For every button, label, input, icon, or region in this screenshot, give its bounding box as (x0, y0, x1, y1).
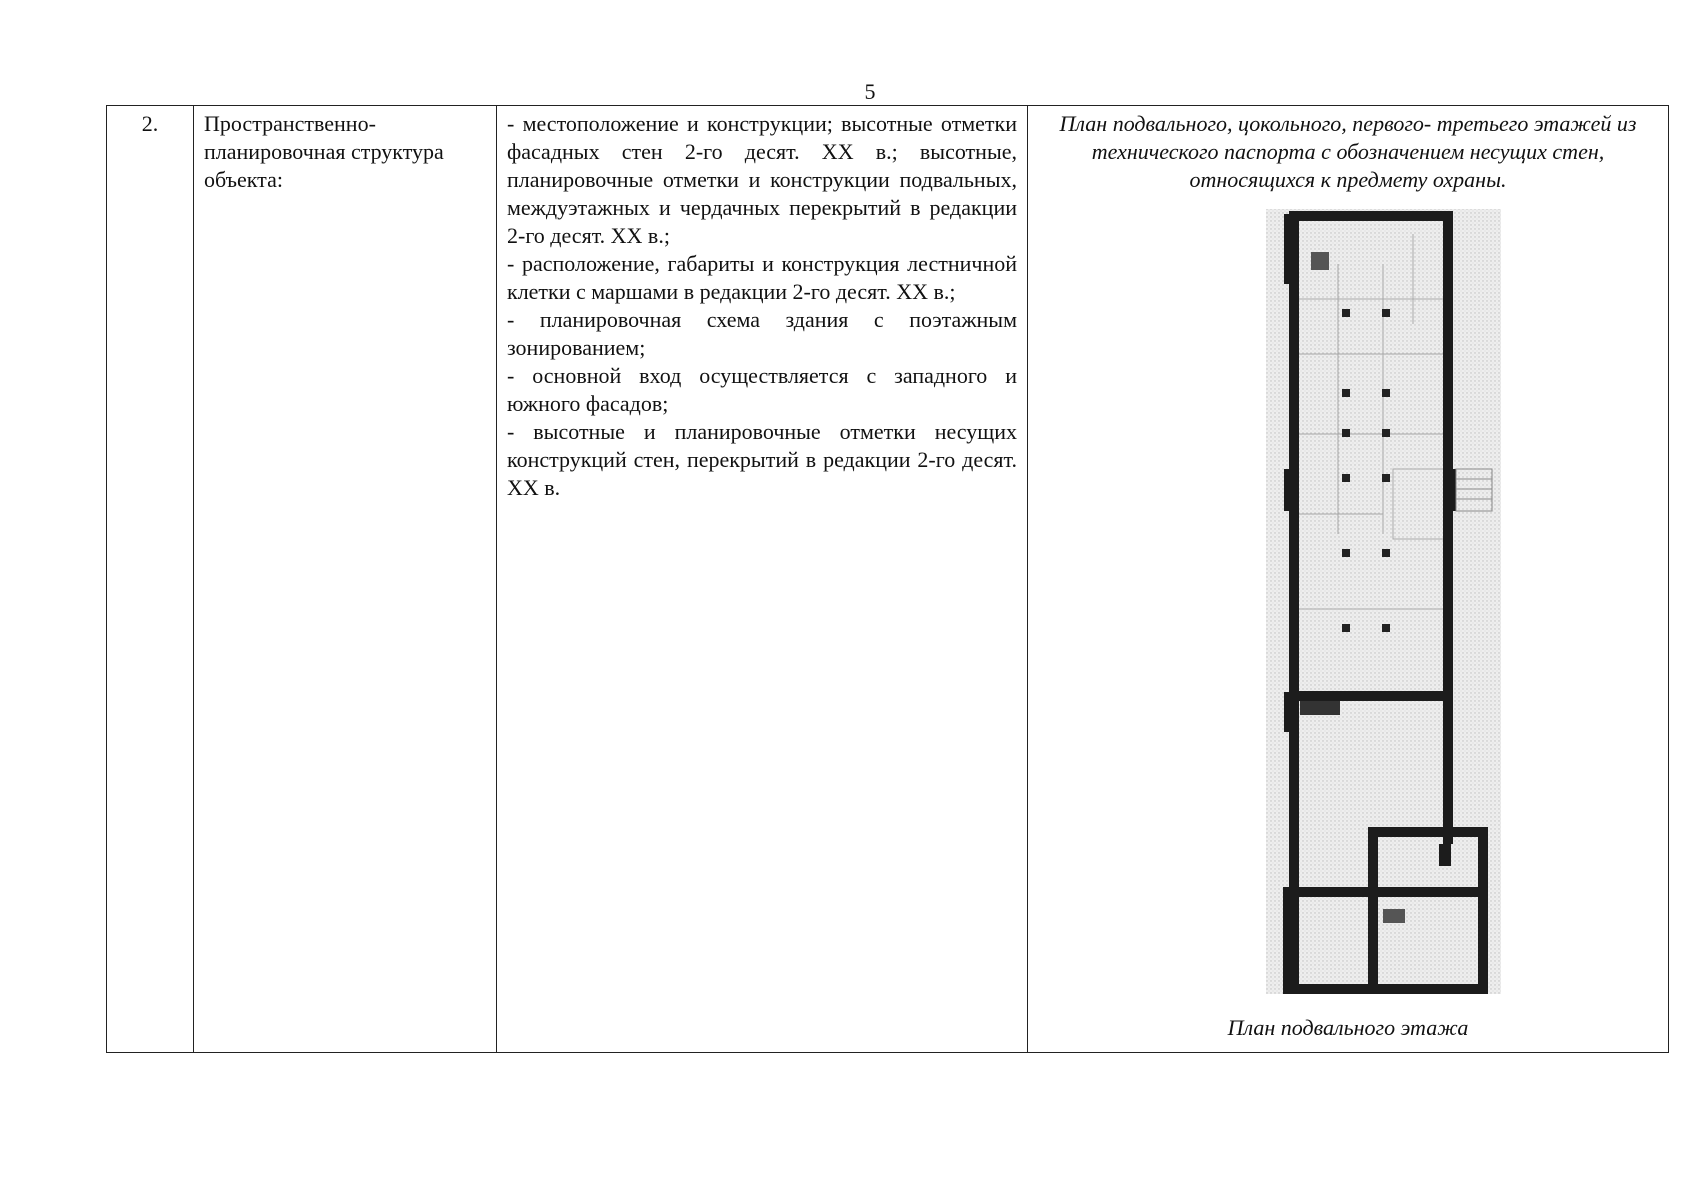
table-row (107, 106, 1669, 1053)
description-item: - основной вход осуществляется с западного и южного фасадов; (507, 363, 1017, 416)
row-image-cell (1028, 106, 1669, 1053)
row-description (497, 106, 1028, 1053)
description-item: - расположение, габариты и конструкция лестничной клетки с маршами в редакции 2-го десят. XX в.; (507, 251, 1017, 304)
floor-plan-figure (1038, 204, 1658, 1040)
row-number: 2. (107, 106, 194, 1053)
stair-marker (1311, 252, 1329, 270)
protection-subject-table (106, 105, 1669, 1053)
description-item: - местоположение и конструкции; высотные отметки фасадных стен 2-го десят. XX в.; высотные, планировочные отметки и конструкции подвальных, междуэтажных и чердачных перекрытий в редакции 2-го десят. XX в.; (507, 111, 1017, 248)
image-heading: План подвального, цокольного, первого- третьего этажей из технического паспорта с обозначением несущих стен, относящихся к предмету охраны. (1059, 111, 1637, 192)
description-item: - планировочная схема здания с поэтажным зонированием; (507, 307, 1017, 360)
stair-marker (1300, 701, 1340, 715)
description-item: - высотные и планировочные отметки несущих конструкций стен, перекрытий в редакции 2-го десят. XX в. (507, 419, 1017, 500)
page-number: 5 (864, 79, 876, 104)
basement-floor-plan (1038, 204, 1658, 1004)
row-title: Пространственно-планировочная структура объекта: (194, 106, 497, 1053)
image-caption: План подвального этажа (1227, 1015, 1469, 1040)
stair-marker (1383, 909, 1405, 923)
